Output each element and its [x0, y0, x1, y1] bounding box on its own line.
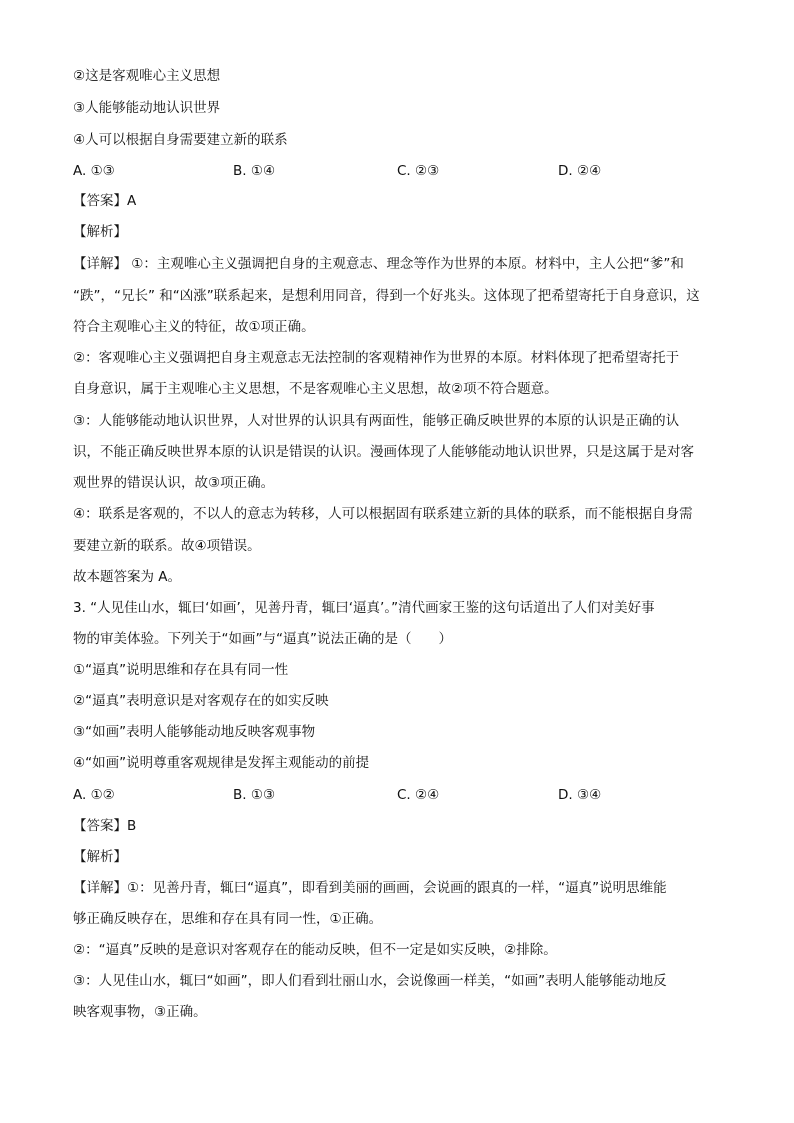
q3-item-1: ①“逼真”说明思维和存在具有同一性: [73, 662, 289, 678]
q2-conclusion: 故本题答案为 A。: [73, 569, 182, 585]
q2-detail-line: 观世界的错误认识，故③项正确。: [73, 475, 275, 491]
q2-option-a: A. ①③: [73, 163, 115, 179]
q3-detail-line: ③：人见佳山水，辄曰“如画”，即人们看到壮丽山水，会说像画一样美，“如画”表明人能够能动地反: [73, 973, 667, 989]
q3-analysis-label: 【解析】: [73, 849, 127, 865]
q2-analysis-label: 【解析】: [73, 224, 127, 240]
q2-item-2: ②这是客观唯心主义思想: [73, 68, 221, 84]
q2-detail-line: ③：人能够能动地认识世界，人对世界的认识具有两面性，能够正确反映世界的本原的认识是正确的认: [73, 413, 680, 429]
q2-detail-line: 符合主观唯心主义的特征，故①项正确。: [73, 319, 315, 335]
q3-option-b: B. ①③: [233, 787, 276, 803]
q3-stem-line: 3. “人见佳山水，辄曰‘如画’，见善丹青，辄曰‘逼真’。”清代画家王鉴的这句话道出了人们对美好事: [73, 600, 655, 616]
q2-detail-line: 识，不能正确反映世界本原的认识是错误的认识。漫画体现了人能够能动地认识世界，只是这属于是对客: [73, 444, 694, 460]
q3-item-3: ③“如画”表明人能够能动地反映客观事物: [73, 724, 316, 740]
q3-option-a: A. ①②: [73, 787, 115, 803]
q3-item-2: ②“逼真”表明意识是对客观存在的如实反映: [73, 693, 329, 709]
q2-detail-line: ②：客观唯心主义强调把自身主观意志无法控制的客观精神作为世界的本原。材料体现了把希望寄托于: [73, 350, 680, 366]
q3-stem-line: 物的审美体验。下列关于“如画”与“逼真”说法正确的是（ ）: [73, 631, 452, 647]
q3-detail-line: ②：“逼真”反映的是意识对客观存在的能动反映，但不一定是如实反映，②排除。: [73, 942, 557, 958]
q3-detail-line: 映客观事物，③正确。: [73, 1004, 207, 1020]
q2-option-c: C. ②③: [397, 163, 440, 179]
q2-option-b: B. ①④: [233, 163, 276, 179]
q3-detail-line: 够正确反映存在，思维和存在具有同一性，①正确。: [73, 911, 383, 927]
q3-detail-line: 【详解】①：见善丹青，辄曰“逼真”，即看到美丽的画画，会说画的跟真的一样，“逼真”说明思维能: [73, 880, 667, 896]
q3-answer: 【答案】B: [73, 818, 137, 834]
q2-item-4: ④人可以根据自身需要建立新的联系: [73, 132, 288, 148]
q2-detail-line: 【详解】 ①：主观唯心主义强调把自身的主观意志、理念等作为世界的本原。材料中，主人公把“爹”和: [73, 256, 684, 272]
q3-option-d: D. ③④: [558, 787, 602, 803]
q2-options: [73, 161, 723, 181]
q2-detail-line: 自身意识，属于主观唯心主义思想，不是客观唯心主义思想，故②项不符合题意。: [73, 381, 558, 397]
q3-item-4: ④“如画”说明尊重客观规律是发挥主观能动的前提: [73, 755, 370, 771]
q3-options: [73, 785, 723, 805]
q2-detail-line: “跌”，“兄长” 和“凶涨”联系起来，是想利用同音，得到一个好兆头。这体现了把希望寄托于自身意识，这: [73, 288, 700, 304]
q2-option-d: D. ②④: [558, 163, 602, 179]
q2-detail-line: ④：联系是客观的，不以人的意志为转移，人可以根据固有联系建立新的具体的联系，而不能根据自身需: [73, 506, 693, 522]
q2-detail-line: 要建立新的联系。故④项错误。: [73, 538, 261, 554]
q2-item-3: ③人能够能动地认识世界: [73, 100, 221, 116]
q3-option-c: C. ②④: [397, 787, 440, 803]
q2-answer: 【答案】A: [73, 193, 137, 209]
